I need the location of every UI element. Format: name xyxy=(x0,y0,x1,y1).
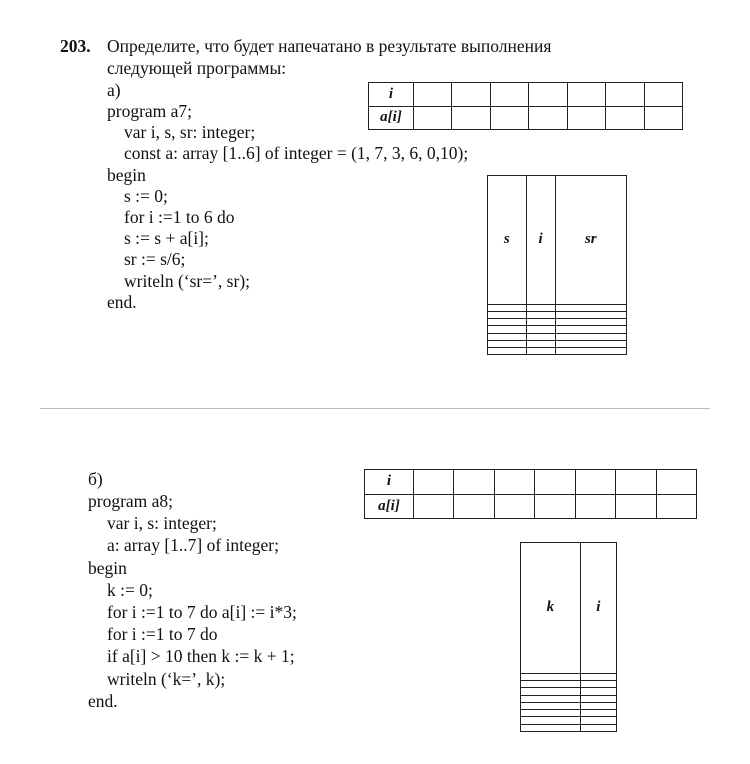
empty-cell xyxy=(555,333,626,340)
divider xyxy=(40,408,710,409)
empty-cell xyxy=(555,319,626,326)
empty-cell xyxy=(555,326,626,333)
empty-cell xyxy=(414,470,454,495)
empty-cell xyxy=(580,673,616,680)
row-header: i xyxy=(365,470,414,495)
empty-cell xyxy=(488,347,527,354)
empty-cell xyxy=(414,106,452,130)
code-line: begin xyxy=(107,164,146,185)
empty-cell xyxy=(580,681,616,688)
empty-cell xyxy=(488,304,527,311)
empty-cell xyxy=(490,106,528,130)
code-line: begin xyxy=(88,557,127,578)
column-header: i xyxy=(526,176,555,305)
empty-cell xyxy=(580,695,616,702)
problem-number: 203. xyxy=(60,36,91,56)
empty-cell xyxy=(494,470,534,495)
part-a-array-table xyxy=(368,82,683,130)
empty-cell xyxy=(616,494,656,519)
empty-cell xyxy=(535,494,575,519)
empty-cell xyxy=(521,717,581,724)
empty-cell xyxy=(521,702,581,709)
code-line: if a[i] > 10 then k := k + 1; xyxy=(107,646,295,667)
empty-cell xyxy=(656,470,696,495)
empty-cell xyxy=(452,106,490,130)
empty-cell xyxy=(580,688,616,695)
empty-cell xyxy=(521,724,581,731)
empty-cell xyxy=(644,106,682,130)
empty-cell xyxy=(488,319,527,326)
empty-cell xyxy=(488,312,527,319)
part-a-trace-table xyxy=(487,175,627,355)
code-line: end. xyxy=(107,291,137,312)
code-line: writeln (‘sr=’, sr); xyxy=(124,270,251,291)
part-b-trace-table xyxy=(520,542,617,732)
empty-cell xyxy=(616,470,656,495)
empty-cell xyxy=(488,333,527,340)
empty-cell xyxy=(555,340,626,347)
part-a-label: а) xyxy=(107,80,121,100)
empty-cell xyxy=(529,106,567,130)
code-line: a: array [1..7] of integer; xyxy=(107,535,280,556)
empty-cell xyxy=(567,83,605,107)
empty-cell xyxy=(526,312,555,319)
empty-cell xyxy=(521,710,581,717)
empty-cell xyxy=(526,319,555,326)
empty-cell xyxy=(526,304,555,311)
row-header: a[i] xyxy=(369,106,414,130)
code-line: for i :=1 to 7 do a[i] := i*3; xyxy=(107,602,297,622)
code-line: var i, s: integer; xyxy=(107,513,217,534)
code-line: end. xyxy=(88,690,118,711)
code-line: var i, s, sr: integer; xyxy=(124,122,256,143)
task-text-line: следующей программы: xyxy=(107,58,287,78)
empty-cell xyxy=(526,333,555,340)
empty-cell xyxy=(644,83,682,107)
code-line: sr := s/6; xyxy=(124,249,186,270)
empty-cell xyxy=(454,494,494,519)
empty-cell xyxy=(535,470,575,495)
empty-cell xyxy=(521,673,581,680)
code-line: s := 0; xyxy=(124,185,168,206)
code-line: program a8; xyxy=(88,491,174,511)
empty-cell xyxy=(555,312,626,319)
empty-cell xyxy=(488,340,527,347)
empty-cell xyxy=(555,304,626,311)
code-line: writeln (‘k=’, k); xyxy=(107,668,226,689)
empty-cell xyxy=(567,106,605,130)
empty-cell xyxy=(526,340,555,347)
empty-cell xyxy=(521,688,581,695)
empty-cell xyxy=(555,347,626,354)
empty-cell xyxy=(575,470,615,495)
code-line: for i :=1 to 7 do xyxy=(107,624,218,645)
code-line: const a: array [1..6] of integer = (1, 7, 3, 6, 0,10); xyxy=(124,143,469,164)
row-header: a[i] xyxy=(365,494,414,519)
empty-cell xyxy=(494,494,534,519)
empty-cell xyxy=(521,695,581,702)
task-text-line: Определите, что будет напечатано в результате выполнения xyxy=(107,36,552,56)
code-line: for i :=1 to 6 do xyxy=(124,207,235,227)
empty-cell xyxy=(414,83,452,107)
row-header: i xyxy=(369,83,414,107)
empty-cell xyxy=(488,326,527,333)
column-header: k xyxy=(521,543,581,674)
empty-cell xyxy=(606,106,644,130)
empty-cell xyxy=(521,681,581,688)
empty-cell xyxy=(452,83,490,107)
empty-cell xyxy=(606,83,644,107)
part-b-array-table xyxy=(364,469,697,519)
empty-cell xyxy=(454,470,494,495)
empty-cell xyxy=(414,494,454,519)
column-header: i xyxy=(580,543,616,674)
empty-cell xyxy=(490,83,528,107)
empty-cell xyxy=(575,494,615,519)
part-b-label: б) xyxy=(88,469,103,489)
code-line: k := 0; xyxy=(107,579,153,600)
empty-cell xyxy=(580,710,616,717)
empty-cell xyxy=(526,326,555,333)
code-line: program a7; xyxy=(107,101,193,121)
code-line: s := s + a[i]; xyxy=(124,228,209,249)
empty-cell xyxy=(656,494,696,519)
column-header: sr xyxy=(555,176,626,305)
empty-cell xyxy=(526,347,555,354)
empty-cell xyxy=(580,702,616,709)
empty-cell xyxy=(580,717,616,724)
column-header: s xyxy=(488,176,527,305)
empty-cell xyxy=(529,83,567,107)
empty-cell xyxy=(580,724,616,731)
